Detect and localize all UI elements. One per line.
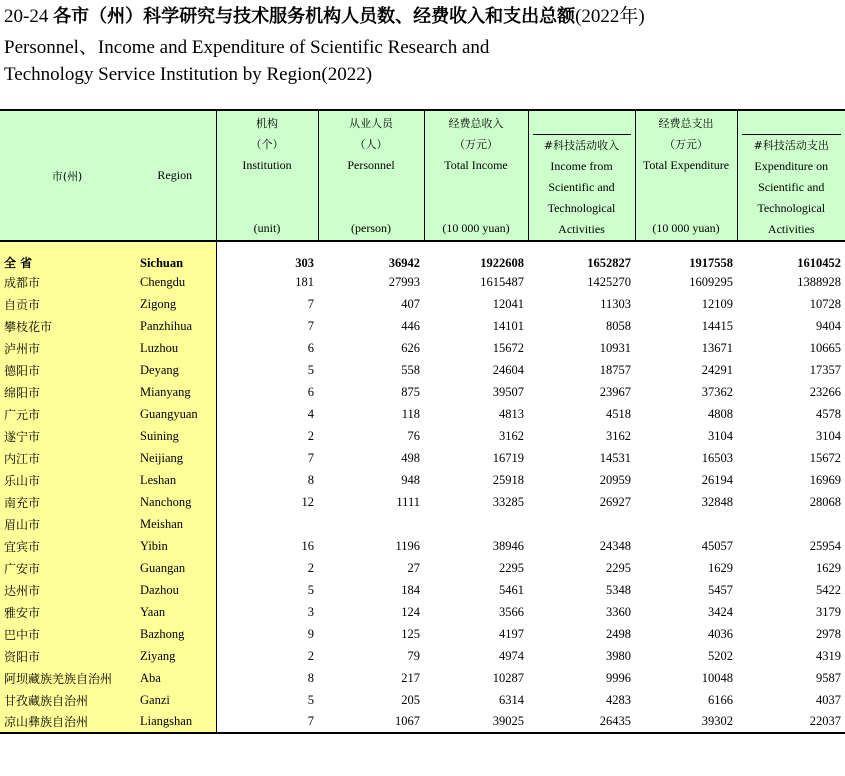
region-cn-cell: 巴中市	[0, 623, 134, 645]
table-row	[0, 315, 845, 337]
expenditure-st-cell: 4578	[816, 406, 841, 421]
subtitle-line-2: Technology Service Institution by Region(2022)	[4, 64, 373, 85]
personnel-cell	[318, 513, 424, 535]
region-cn-cell: 遂宁市	[0, 425, 134, 447]
table-row	[0, 359, 845, 381]
income-cell: 5461	[499, 582, 524, 597]
income-st-cell: 11303	[600, 296, 631, 311]
income-cell: 15672	[492, 340, 524, 355]
region-cn-cell: 内江市	[0, 447, 134, 469]
income-cell: 3566	[499, 604, 524, 619]
expenditure-st-cell: 3179	[816, 604, 841, 619]
income-st-cell: 3980	[606, 648, 631, 663]
table-code: 20-24	[4, 6, 49, 27]
region-cn-cell: 资阳市	[0, 645, 134, 667]
personnel-cell: 1067	[318, 711, 424, 733]
region-en-cell: Guangyuan	[134, 403, 216, 425]
data-table	[0, 109, 845, 734]
institution-cell: 7	[216, 447, 318, 469]
income-st-cell: 9996	[606, 670, 631, 685]
institution-cell: 16	[216, 535, 318, 557]
region-en-cell: Meishan	[134, 513, 216, 535]
expenditure-st-cell: 4037	[816, 692, 841, 707]
table-row	[0, 711, 845, 733]
personnel-cell: 446	[401, 318, 420, 333]
personnel-cell: 125	[401, 626, 420, 641]
income-st-cell: 2295	[606, 560, 631, 575]
personnel-cell: 407	[401, 296, 420, 311]
personnel-cell: 1111	[396, 494, 420, 509]
expenditure-cell: 4808	[708, 406, 733, 421]
income-cell: 39025	[424, 711, 528, 733]
institution-cell: 7	[216, 711, 318, 733]
table-row	[0, 447, 845, 469]
table-row	[0, 491, 845, 513]
region-cn-cell: 成都市	[0, 271, 134, 293]
personnel-cell: 184	[401, 582, 420, 597]
region-en-cell: Liangshan	[134, 711, 216, 733]
expenditure-cell: 26194	[701, 472, 733, 487]
income-cell: 16719	[492, 450, 524, 465]
expenditure-cell: 5202	[708, 648, 733, 663]
personnel-cell: 948	[401, 472, 420, 487]
region-cn-cell: 眉山市	[0, 513, 134, 535]
region-en-cell: Aba	[134, 667, 216, 689]
table-row	[0, 469, 845, 491]
personnel-cell: 27993	[388, 274, 420, 289]
expenditure-st-cell: 3104	[816, 428, 841, 443]
income-st-cell: 10931	[599, 340, 631, 355]
institution-cell: 6	[216, 337, 318, 359]
expenditure-cell: 5457	[708, 582, 733, 597]
expenditure-cell: 1917558	[689, 256, 733, 270]
expenditure-cell: 1629	[708, 560, 733, 575]
region-en-cell: Bazhong	[134, 623, 216, 645]
institution-cell: 8	[216, 469, 318, 491]
region-cn-cell: 全 省	[0, 241, 134, 271]
personnel-cell: 76	[407, 428, 420, 443]
income-st-cell: 24348	[599, 538, 631, 553]
header-income-st: #科技活动收入 Income from Scientific and Technological Activities	[528, 110, 635, 241]
expenditure-cell: 16503	[701, 450, 733, 465]
income-st-cell: 14531	[599, 450, 631, 465]
personnel-cell: 875	[401, 384, 420, 399]
personnel-cell: 36942	[388, 256, 420, 270]
region-cn-cell: 自贡市	[0, 293, 134, 315]
expenditure-cell: 37362	[701, 384, 733, 399]
institution-cell: 7	[216, 315, 318, 337]
expenditure-st-cell: 23266	[809, 384, 841, 399]
income-cell	[424, 513, 528, 535]
region-en-cell: Yibin	[134, 535, 216, 557]
expenditure-cell: 4036	[708, 626, 733, 641]
personnel-cell: 626	[401, 340, 420, 355]
expenditure-st-cell: 22037	[737, 711, 845, 733]
table-row	[0, 579, 845, 601]
table-row	[0, 623, 845, 645]
region-en-cell: Sichuan	[134, 241, 216, 271]
income-st-cell: 1425270	[587, 274, 631, 289]
expenditure-st-cell: 15672	[809, 450, 841, 465]
region-cn-cell: 南充市	[0, 491, 134, 513]
region-en-cell: Yaan	[134, 601, 216, 623]
income-cell: 33285	[492, 494, 524, 509]
personnel-cell: 217	[401, 670, 420, 685]
income-st-cell: 3162	[606, 428, 631, 443]
income-cell: 39507	[492, 384, 524, 399]
expenditure-st-cell: 25954	[809, 538, 841, 553]
personnel-cell: 1196	[395, 538, 420, 553]
region-cn-cell: 宜宾市	[0, 535, 134, 557]
institution-cell: 3	[216, 601, 318, 623]
personnel-cell: 118	[401, 406, 420, 421]
institution-cell: 5	[216, 579, 318, 601]
table-row	[0, 403, 845, 425]
institution-cell: 12	[216, 491, 318, 513]
region-en-cell: Neijiang	[134, 447, 216, 469]
header-institution: 机构 （个） Institution (unit)	[216, 110, 318, 241]
region-en-cell: Leshan	[134, 469, 216, 491]
region-en-cell: Luzhou	[134, 337, 216, 359]
expenditure-cell: 3104	[708, 428, 733, 443]
institution-cell: 5	[216, 689, 318, 711]
expenditure-st-cell: 28068	[809, 494, 841, 509]
personnel-cell: 205	[401, 692, 420, 707]
expenditure-cell: 32848	[701, 494, 733, 509]
page-title	[4, 5, 645, 29]
title-chinese: 各市（州）科学研究与技术服务机构人员数、经费收入和支出总额	[53, 6, 576, 27]
region-cn-cell: 德阳市	[0, 359, 134, 381]
region-cn-cell: 甘孜藏族自治州	[0, 689, 134, 711]
personnel-cell: 27	[407, 560, 420, 575]
income-st-cell: 3360	[606, 604, 631, 619]
institution-cell: 2	[216, 645, 318, 667]
institution-cell	[216, 513, 318, 535]
header-expenditure-st: #科技活动支出 Expenditure on Scientific and Technological Activities	[737, 110, 845, 241]
institution-cell: 6	[216, 381, 318, 403]
expenditure-cell: 39302	[635, 711, 737, 733]
region-en-cell: Zigong	[134, 293, 216, 315]
expenditure-st-cell: 9587	[816, 670, 841, 685]
region-cn-cell: 泸州市	[0, 337, 134, 359]
expenditure-cell: 24291	[701, 362, 733, 377]
income-st-cell: 18757	[599, 362, 631, 377]
institution-cell: 8	[216, 667, 318, 689]
income-cell: 14101	[492, 318, 524, 333]
institution-cell: 4	[216, 403, 318, 425]
institution-cell: 303	[216, 241, 318, 271]
expenditure-cell	[635, 513, 737, 535]
table-body	[0, 241, 845, 733]
expenditure-st-cell: 16969	[809, 472, 841, 487]
income-st-cell: 23967	[599, 384, 631, 399]
table-row	[0, 535, 845, 557]
region-cn-cell: 广元市	[0, 403, 134, 425]
header-total-income: 经费总收入 （万元） Total Income (10 000 yuan)	[424, 110, 528, 241]
expenditure-cell: 10048	[701, 670, 733, 685]
income-cell: 1922608	[480, 256, 524, 270]
income-cell: 12041	[492, 296, 524, 311]
institution-cell: 2	[216, 425, 318, 447]
header-region-cn: 市(州)	[0, 110, 134, 241]
institution-cell: 181	[216, 271, 318, 293]
region-en-cell: Mianyang	[134, 381, 216, 403]
table-header	[0, 110, 845, 241]
subtitle-line-1: Personnel、Income and Expenditure of Scientific Research and	[4, 37, 490, 58]
region-cn-cell: 广安市	[0, 557, 134, 579]
expenditure-cell: 13671	[701, 340, 733, 355]
expenditure-st-cell: 17357	[809, 362, 841, 377]
institution-cell: 9	[216, 623, 318, 645]
income-cell: 2295	[499, 560, 524, 575]
table-row	[0, 337, 845, 359]
income-cell: 25918	[492, 472, 524, 487]
income-st-cell: 4283	[606, 692, 631, 707]
expenditure-cell: 3424	[708, 604, 733, 619]
region-en-cell: Dazhou	[134, 579, 216, 601]
region-cn-cell: 凉山彝族自治州	[0, 711, 134, 733]
table-row	[0, 381, 845, 403]
region-en-cell: Ganzi	[134, 689, 216, 711]
expenditure-st-cell: 10665	[809, 340, 841, 355]
expenditure-cell: 14415	[701, 318, 733, 333]
income-st-cell	[528, 513, 635, 535]
income-st-cell: 5348	[606, 582, 631, 597]
expenditure-st-cell: 10728	[809, 296, 841, 311]
income-cell: 4197	[499, 626, 524, 641]
expenditure-cell: 45057	[701, 538, 733, 553]
income-st-cell: 2498	[606, 626, 631, 641]
institution-cell: 2	[216, 557, 318, 579]
region-en-cell: Deyang	[134, 359, 216, 381]
region-en-cell: Ziyang	[134, 645, 216, 667]
expenditure-st-cell	[737, 513, 845, 535]
personnel-cell: 558	[401, 362, 420, 377]
region-en-cell: Nanchong	[134, 491, 216, 513]
income-st-cell: 20959	[599, 472, 631, 487]
income-cell: 4974	[499, 648, 524, 663]
table-row	[0, 241, 845, 271]
region-cn-cell: 绵阳市	[0, 381, 134, 403]
header-region-en: Region	[134, 110, 216, 241]
region-cn-cell: 乐山市	[0, 469, 134, 491]
header-personnel: 从业人员 （人） Personnel (person)	[318, 110, 424, 241]
personnel-cell: 498	[401, 450, 420, 465]
table-row	[0, 689, 845, 711]
income-cell: 6314	[499, 692, 524, 707]
income-st-cell: 26927	[599, 494, 631, 509]
region-cn-cell: 阿坝藏族羌族自治州	[0, 667, 134, 689]
region-cn-cell: 雅安市	[0, 601, 134, 623]
income-cell: 1615487	[480, 274, 524, 289]
income-st-cell: 4518	[606, 406, 631, 421]
table-row	[0, 601, 845, 623]
institution-cell: 7	[216, 293, 318, 315]
income-cell: 10287	[492, 670, 524, 685]
income-st-cell: 8058	[606, 318, 631, 333]
table-row	[0, 271, 845, 293]
expenditure-st-cell: 9404	[816, 318, 841, 333]
expenditure-cell: 12109	[701, 296, 733, 311]
personnel-cell: 124	[401, 604, 420, 619]
region-cn-cell: 攀枝花市	[0, 315, 134, 337]
income-st-cell: 26435	[528, 711, 635, 733]
expenditure-cell: 1609295	[689, 274, 733, 289]
table-row	[0, 645, 845, 667]
region-en-cell: Chengdu	[134, 271, 216, 293]
title-year: (2022年)	[575, 6, 645, 27]
region-en-cell: Guangan	[134, 557, 216, 579]
expenditure-st-cell: 4319	[816, 648, 841, 663]
expenditure-cell: 6166	[708, 692, 733, 707]
region-en-cell: Suining	[134, 425, 216, 447]
expenditure-st-cell: 5422	[816, 582, 841, 597]
table-row	[0, 667, 845, 689]
table-row	[0, 425, 845, 447]
expenditure-st-cell: 1388928	[797, 274, 841, 289]
expenditure-st-cell: 2978	[816, 626, 841, 641]
income-cell: 38946	[492, 538, 524, 553]
header-total-expenditure: 经费总支出 （万元） Total Expenditure (10 000 yuan)	[635, 110, 737, 241]
income-cell: 3162	[499, 428, 524, 443]
expenditure-st-cell: 1629	[816, 560, 841, 575]
table-row	[0, 293, 845, 315]
income-cell: 4813	[499, 406, 524, 421]
region-cn-cell: 达州市	[0, 579, 134, 601]
income-cell: 24604	[492, 362, 524, 377]
table-row	[0, 557, 845, 579]
region-en-cell: Panzhihua	[134, 315, 216, 337]
expenditure-st-cell: 1610452	[797, 256, 841, 270]
institution-cell: 5	[216, 359, 318, 381]
table-row	[0, 513, 845, 535]
personnel-cell: 79	[407, 648, 420, 663]
income-st-cell: 1652827	[587, 256, 631, 270]
